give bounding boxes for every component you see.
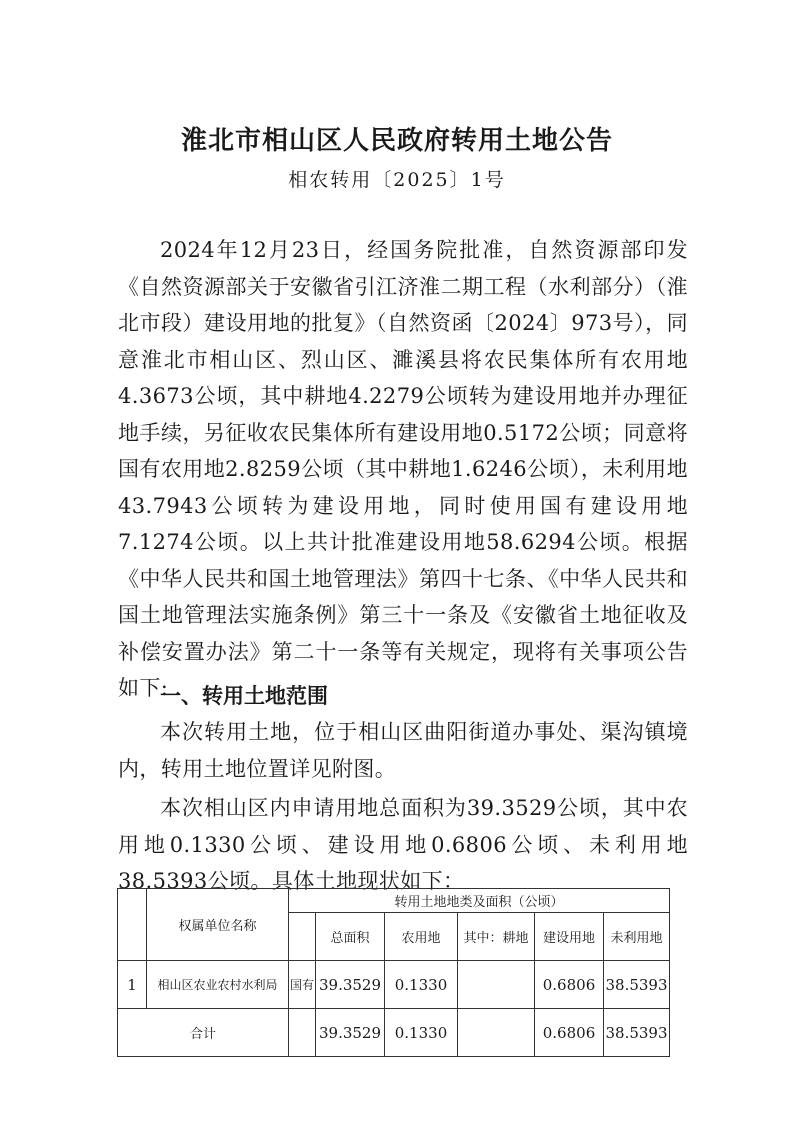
row-cultivated <box>458 961 535 1009</box>
total-cultivated <box>458 1009 535 1057</box>
row-construction: 0.6806 <box>535 961 604 1009</box>
table-header-unused: 未利用地 <box>604 913 670 961</box>
table-header-owner: 权属单位名称 <box>147 889 289 961</box>
table-corner <box>118 889 147 961</box>
row-index: 1 <box>118 961 147 1009</box>
table-total-row <box>118 1009 670 1057</box>
table-header-blank <box>289 913 316 961</box>
row-owner: 相山区农业农村水利局 <box>147 961 289 1009</box>
row-unused: 38.5393 <box>604 961 670 1009</box>
total-label: 合计 <box>118 1009 289 1057</box>
row-type: 国有 <box>289 961 316 1009</box>
table-header-total: 总面积 <box>316 913 385 961</box>
table-header-cultivated: 其中：耕地 <box>458 913 535 961</box>
page-title: 淮北市相山区人民政府转用土地公告 <box>180 126 613 156</box>
section-heading-scope: 一、转用土地范围 <box>160 684 328 708</box>
table-header-agri: 农用地 <box>385 913 458 961</box>
paragraph-approval: 2024年12月23日，经国务院批准，自然资源部印发《自然资源部关于安徽省引江济淮二期工程（水利部分）（淮北市段）建设用地的批复》（自然资函〔2024〕973号），同意淮北市相山区、烈山区、濉溪县将农民集体所有农用地4.3673公顷，其中耕地4.2279公顷转为建设用地并办理征地手续，另征收农民集体所有建设用地0.5172公顷；同意将国有农用地2.8259公顷（其中耕地1.6246公顷），未利用地43.7943公顷转为建设用地，同时使用国有建设用地7.1274公顷。以上共计批准建设用地58.6294公顷。根据《中华人民共和国土地管理法》第四十七条、《中华人民共和国土地管理法实施条例》第三十一条及《安徽省土地征收及补偿安置办法》第二十一条等有关规定，现将有关事项公告如下: <box>118 238 688 700</box>
paragraph-area: 本次相山区内申请用地总面积为39.3529公顷，其中农用地0.1330公顷、建设用地0.6806公顷、未利用地38.5393公顷。具体土地现状如下： <box>118 796 688 893</box>
total-unused: 38.5393 <box>604 1009 670 1057</box>
document-number: 相农转用〔2025〕1号 <box>288 169 506 191</box>
row-total: 39.3529 <box>316 961 385 1009</box>
paragraph-location: 本次转用土地，位于相山区曲阳街道办事处、渠沟镇境内，转用土地位置详见附图。 <box>118 720 688 781</box>
row-agri: 0.1330 <box>385 961 458 1009</box>
table-row <box>118 961 670 1009</box>
table-header-construction: 建设用地 <box>535 913 604 961</box>
table-header-group: 转用土地地类及面积（公顷） <box>289 889 670 913</box>
total-construction: 0.6806 <box>535 1009 604 1057</box>
total-agri: 0.1330 <box>385 1009 458 1057</box>
total-total: 39.3529 <box>316 1009 385 1057</box>
total-type-blank <box>289 1009 316 1057</box>
land-table <box>117 888 670 1057</box>
